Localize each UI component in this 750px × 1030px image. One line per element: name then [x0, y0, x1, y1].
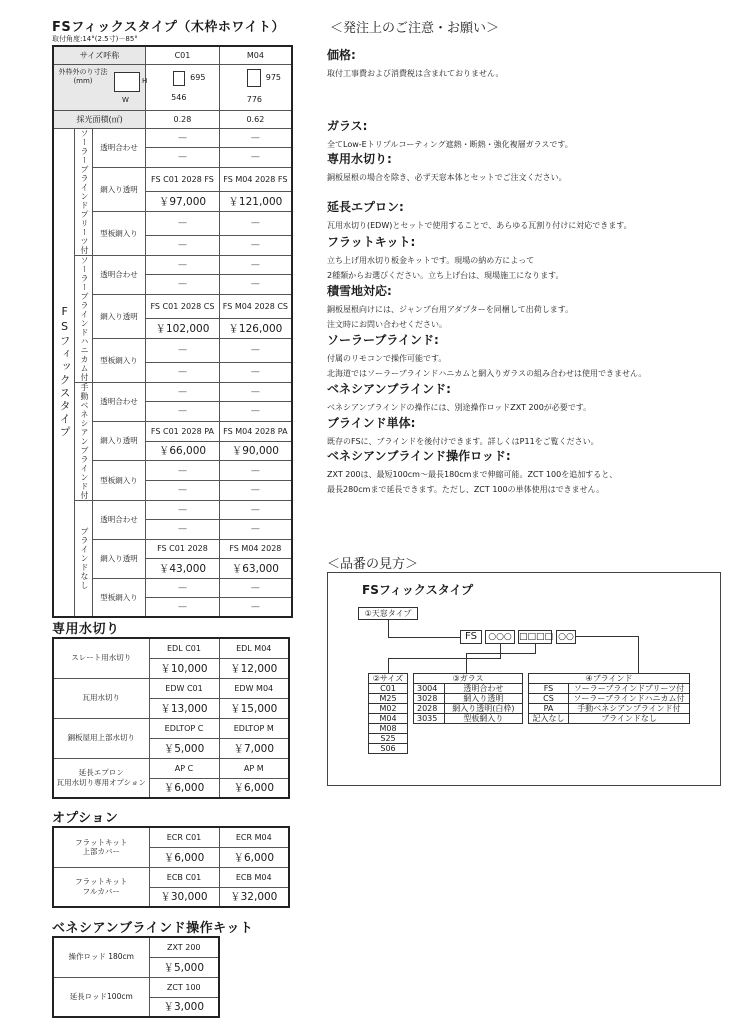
code-fs: FS [460, 630, 482, 644]
price-cell: ￥63,000 [219, 559, 292, 579]
glass-type: 透明合わせ [92, 500, 145, 539]
empty-cell: — [146, 598, 220, 618]
size-code: M02 [369, 704, 408, 714]
connector-line [466, 653, 536, 654]
empty-cell: — [146, 402, 220, 422]
connector-line [535, 644, 536, 653]
note-heading: 専用水切り: [327, 152, 392, 166]
size-head: ②サイズ [369, 674, 408, 684]
note-heading: 価格: [327, 48, 356, 62]
note-text: 付属のリモコンで操作可能です。 [327, 354, 447, 363]
glass-desc: 網入り透明(白枠) [444, 704, 522, 714]
note-section [327, 380, 742, 415]
note-section [327, 282, 742, 332]
hinban-box [327, 572, 721, 786]
product-code: AP C [149, 758, 219, 778]
connector-line [388, 658, 389, 673]
empty-cell: — [219, 461, 292, 481]
price-cell: ￥6,000 [219, 847, 289, 867]
c01-dim-cell [146, 64, 220, 110]
glass-code: 3028 [414, 694, 445, 704]
glass-type: 型板網入り [92, 461, 145, 501]
item-name: 延長エプロン [78, 768, 124, 777]
c01-width: 546 [171, 92, 187, 102]
empty-cell: — [219, 578, 292, 598]
note-heading: ベネシアンブラインド操作ロッド: [327, 449, 511, 463]
item-label: 操作ロッド 180cm [53, 937, 149, 977]
fs-angle: 取付角度:14°(2.5寸)－85° [52, 35, 138, 43]
item-name: 銅板屋用上部水切り [67, 733, 135, 743]
note-heading: フラットキット: [327, 235, 416, 249]
empty-cell: — [146, 236, 220, 256]
price-cell: ￥13,000 [149, 698, 219, 718]
item-label [53, 678, 149, 718]
note-section [327, 46, 742, 81]
item-label [53, 827, 149, 867]
note-text: 立ち上げ用水切り板金キットです。現場の納め方によって [327, 256, 535, 265]
glass-desc: 透明合わせ [444, 684, 522, 694]
kit-table [52, 936, 220, 1018]
empty-cell: — [219, 338, 292, 363]
notes-title: ＜発注上のご注意・お願い＞ [330, 21, 500, 36]
connector-line [466, 653, 467, 673]
glass-type: 透明合わせ [92, 128, 145, 167]
blind-group-name: ブラインドなし [79, 526, 89, 590]
blind-desc: ブラインドなし [568, 714, 689, 724]
note-heading: ガラス: [327, 119, 368, 133]
item-name: フラットキット [75, 837, 128, 847]
product-code: EDW C01 [149, 678, 219, 698]
size-code: S25 [369, 734, 408, 744]
item-name: 瓦用水切り [82, 693, 120, 703]
note-heading: ソーラーブラインド: [327, 333, 439, 347]
size-code: M04 [369, 714, 408, 724]
glass-code: 2028 [414, 704, 445, 714]
empty-cell: — [219, 500, 292, 520]
note-text: ベネシアンブラインドの操作には、別途操作ロッドZXT 200が必要です。 [327, 403, 592, 412]
mizukiri-title: 専用水切り [52, 622, 120, 637]
product-code: FS M04 2028 CS [219, 294, 292, 319]
product-code: FS C01 2028 PA [146, 421, 220, 441]
glass-desc: 型板網入り [444, 714, 522, 724]
note-section [327, 198, 742, 233]
glass-type: 型板網入り [92, 578, 145, 617]
blind-group-cell [75, 500, 93, 617]
item-label [53, 638, 149, 678]
area-c01: 0.28 [146, 110, 220, 128]
price-cell: ￥126,000 [219, 319, 292, 339]
empty-cell: — [146, 520, 220, 540]
hinban-box-title: FSフィックスタイプ [362, 583, 474, 597]
product-code: EDL C01 [149, 638, 219, 658]
price-cell: ￥32,000 [219, 887, 289, 907]
price-cell: ￥10,000 [149, 658, 219, 678]
product-code: ZCT 100 [149, 977, 219, 997]
size-code-table [368, 673, 408, 754]
empty-cell: — [219, 598, 292, 618]
fs-side-label [53, 128, 75, 617]
connector-line [388, 620, 389, 637]
option-table [52, 826, 290, 908]
outer-dim-cell [53, 64, 146, 110]
price-cell: ￥3,000 [149, 997, 219, 1017]
glass-type: 網入り透明 [92, 539, 145, 578]
price-cell: ￥102,000 [146, 319, 220, 339]
glass-type: 型板網入り [92, 211, 145, 255]
note-text: 銅板屋根向けには、ジャンプ台用アダプターを同梱して出荷します。 [327, 305, 574, 314]
empty-cell: — [146, 363, 220, 383]
blind-group-name: 手動ベネシアンブラインド付 [79, 382, 89, 500]
size-c01: C01 [146, 46, 220, 64]
item-sub: 瓦用水切り専用オプション [56, 777, 146, 787]
glass-code-table [413, 673, 523, 724]
blind-group-cell [75, 128, 93, 255]
product-code: FS M04 2028 [219, 539, 292, 559]
note-heading: 積雪地対応: [327, 284, 392, 298]
dim-w-label: W [122, 95, 129, 104]
note-text: 既存のFSに、ブラインドを後付けできます。詳しくはP11をご覧ください。 [327, 437, 599, 446]
empty-cell: — [219, 402, 292, 422]
product-code: EDW M04 [219, 678, 289, 698]
item-sub: 上部カバー [82, 847, 120, 857]
empty-cell: — [146, 255, 220, 275]
note-text: ZXT 200は、最短100cm～最長180cmまで伸縮可能。ZCT 100を追加すると、 [327, 470, 618, 479]
price-cell: ￥6,000 [149, 847, 219, 867]
empty-cell: — [219, 211, 292, 236]
glass-desc: 網入り透明 [444, 694, 522, 704]
empty-cell: — [146, 148, 220, 168]
blind-group-name: ソーラーブラインドプリーツ付 [79, 128, 89, 255]
empty-cell: — [219, 520, 292, 540]
glass-type: 網入り透明 [92, 167, 145, 211]
product-code: FS C01 2028 CS [146, 294, 220, 319]
product-code: EDLTOP M [219, 718, 289, 738]
note-text: 2種類からお選びください。立ち上げ台は、現場施工になります。 [327, 271, 564, 280]
price-cell: ￥12,000 [219, 658, 289, 678]
product-code: FS M04 2028 PA [219, 421, 292, 441]
mizukiri-table [52, 637, 290, 799]
size-code: S06 [369, 744, 408, 754]
c01-height: 695 [190, 72, 206, 82]
code-blind: ○○ [556, 630, 576, 644]
connector-line [576, 636, 639, 637]
product-code: ECB M04 [219, 867, 289, 887]
blind-group-cell [75, 255, 93, 382]
empty-cell: — [146, 128, 220, 148]
note-heading: 延長エプロン: [327, 200, 404, 214]
glass-code: 3035 [414, 714, 445, 724]
item-label [53, 718, 149, 758]
price-cell: ￥30,000 [149, 887, 219, 907]
connector-line [388, 658, 501, 659]
blind-code: CS [529, 694, 569, 704]
empty-cell: — [146, 211, 220, 236]
glass-type: 透明合わせ [92, 255, 145, 294]
connector-line [500, 644, 501, 658]
empty-cell: — [219, 236, 292, 256]
code-size: ○○○ [485, 630, 515, 644]
size-m04: M04 [219, 46, 292, 64]
note-text: 取付工事費および消費税は含まれておりません。 [327, 69, 504, 78]
fs-title: FSフィックスタイプ（木枠ホワイト） [52, 20, 286, 35]
m04-width: 776 [246, 94, 263, 104]
blind-head: ④ブラインド [529, 674, 690, 684]
item-sub: フルカバー [82, 886, 120, 896]
dim-h-label: H [142, 76, 148, 85]
price-cell: ￥5,000 [149, 738, 219, 758]
blind-group-cell [75, 382, 93, 500]
glass-type: 型板網入り [92, 338, 145, 382]
note-section [327, 117, 742, 152]
empty-cell: — [219, 128, 292, 148]
glass-type: 網入り透明 [92, 294, 145, 338]
item-label [53, 758, 149, 798]
fs-price-table [52, 45, 293, 618]
item-name: フラットキット [75, 877, 128, 886]
note-section [327, 447, 742, 497]
blind-desc: ソーラーブラインドプリーツ付 [568, 684, 689, 694]
connector-line [388, 637, 460, 638]
size-header: サイズ呼称 [53, 46, 146, 64]
size-code: C01 [369, 684, 408, 694]
product-code: ECR M04 [219, 827, 289, 847]
note-section [327, 233, 742, 283]
note-text: 瓦用水切り(EDW)とセットで使用することで、あらゆる瓦割り付けに対応できます。 [327, 221, 632, 230]
glass-type: 網入り透明 [92, 421, 145, 461]
product-code: FS C01 2028 [146, 539, 220, 559]
empty-cell: — [219, 255, 292, 275]
empty-cell: — [219, 275, 292, 295]
connector-line [638, 636, 639, 673]
blind-code: 記入なし [529, 714, 569, 724]
empty-cell: — [146, 338, 220, 363]
empty-cell: — [219, 382, 292, 402]
empty-cell: — [146, 500, 220, 520]
price-cell: ￥5,000 [149, 957, 219, 977]
glass-code: 3004 [414, 684, 445, 694]
size-code: M08 [369, 724, 408, 734]
blind-desc: 手動ベネシアンブラインド付 [568, 704, 689, 714]
note-text: 最長280cmまで延長できます。ただし、ZCT 100の単体使用はできません。 [327, 485, 605, 494]
note-section [327, 150, 742, 185]
price-cell: ￥6,000 [219, 778, 289, 798]
item-label: 延長ロッド100cm [53, 977, 149, 1017]
blind-desc: ソーラーブラインドハニカム付 [568, 694, 689, 704]
c01-window-icon [173, 71, 185, 86]
product-code: EDLTOP C [149, 718, 219, 738]
fs-side-text: FSフィックスタイプ [58, 305, 72, 440]
note-section [327, 414, 742, 449]
glass-head: ③ガラス [414, 674, 523, 684]
price-cell: ￥97,000 [146, 192, 220, 212]
m04-height: 975 [265, 72, 282, 82]
area-label: 採光面積(㎡) [53, 110, 146, 128]
empty-cell: — [146, 461, 220, 481]
note-heading: ベネシアンブラインド: [327, 382, 451, 396]
glass-type: 透明合わせ [92, 382, 145, 421]
product-code: ECB C01 [149, 867, 219, 887]
note-text: 北海道ではソーラーブラインドハニカムと網入りガラスの組み合わせは使用できません。 [327, 369, 647, 378]
note-text: 銅板屋根の場合を除き、必ず天窓本体とセットでご注文ください。 [327, 173, 567, 182]
product-code: FS M04 2028 FS [219, 167, 292, 192]
option-title: オプション [52, 811, 119, 826]
item-name: スレート用水切り [71, 653, 132, 663]
empty-cell: — [219, 148, 292, 168]
code-type-label: ①天窓タイプ [358, 607, 418, 620]
empty-cell: — [146, 481, 220, 501]
note-text: 注文時にお問い合わせください。 [327, 320, 447, 329]
note-text: 全てLow-Eトリプルコーティング遮熱・断熱・強化複層ガラスです。 [327, 140, 573, 149]
empty-cell: — [146, 578, 220, 598]
product-code: ZXT 200 [149, 937, 219, 957]
price-cell: ￥121,000 [219, 192, 292, 212]
empty-cell: — [146, 382, 220, 402]
price-cell: ￥7,000 [219, 738, 289, 758]
kit-title: ベネシアンブラインド操作キット [52, 921, 254, 936]
item-label [53, 867, 149, 907]
empty-cell: — [219, 481, 292, 501]
size-code: M25 [369, 694, 408, 704]
blind-group-name: ソーラーブラインドハニカム付 [79, 255, 89, 382]
empty-cell: — [146, 275, 220, 295]
note-heading: ブラインド単体: [327, 416, 416, 430]
hinban-title: ＜品番の見方＞ [327, 557, 419, 572]
product-code: EDL M04 [219, 638, 289, 658]
product-code: AP M [219, 758, 289, 778]
note-section [327, 331, 742, 381]
blind-code-table [528, 673, 690, 724]
price-cell: ￥15,000 [219, 698, 289, 718]
outer-dim-label: 外枠外のり寸法(mm) [58, 67, 108, 85]
product-code: ECR C01 [149, 827, 219, 847]
area-m04: 0.62 [219, 110, 292, 128]
m04-window-icon [247, 69, 261, 87]
price-cell: ￥6,000 [149, 778, 219, 798]
product-code: FS C01 2028 FS [146, 167, 220, 192]
frame-diagram [114, 72, 140, 92]
code-glass: □□□□ [519, 632, 554, 642]
price-cell: ￥43,000 [146, 559, 220, 579]
price-cell: ￥66,000 [146, 441, 220, 461]
m04-dim-cell [219, 64, 292, 110]
price-cell: ￥90,000 [219, 441, 292, 461]
blind-code: FS [529, 684, 569, 694]
empty-cell: — [219, 363, 292, 383]
blind-code: PA [529, 704, 569, 714]
